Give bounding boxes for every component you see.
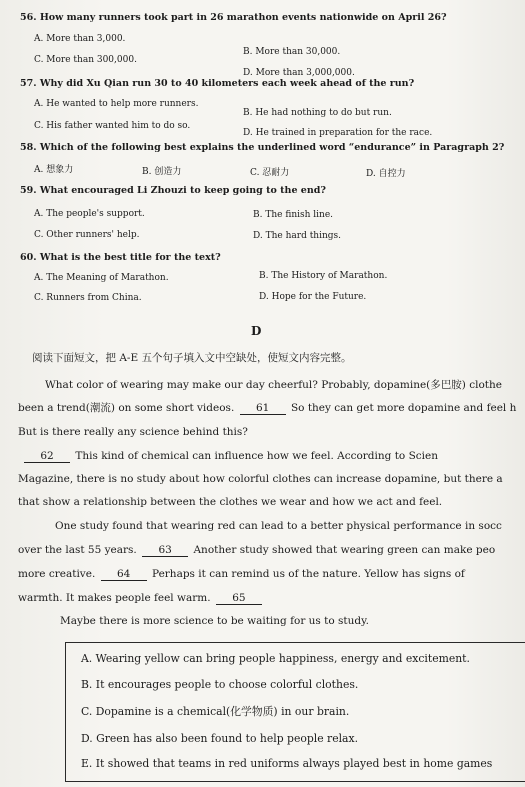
question-57-option-d: D. He trained in preparation for the race. [243, 128, 433, 138]
passage-line: Maybe there is more science to be waiting for us to study. [60, 615, 370, 627]
question-58-option-d: D. 自控力 [366, 169, 406, 179]
passage-line [18, 569, 465, 581]
question-60-option-c: C. Runners from China. [34, 293, 142, 303]
question-60-option-b: B. The History of Marathon. [259, 271, 388, 281]
blank-65[interactable]: 65 [216, 593, 262, 605]
question-58-option-c: C. 忍耐力 [250, 168, 290, 178]
question-59-option-a: A. The people's support. [34, 209, 145, 219]
question-57-option-a: A. He wanted to help more runners. [34, 99, 199, 109]
question-56-option-c: C. More than 300,000. [34, 55, 137, 65]
question-60-option-d: D. Hope for the Future. [259, 292, 367, 302]
question-59-option-b: B. The finish line. [253, 210, 334, 220]
passage-line: But is there really any science behind this? [18, 426, 248, 438]
question-60-option-a: A. The Meaning of Marathon. [34, 273, 169, 283]
question-56-option-d: D. More than 3,000,000. [243, 68, 355, 78]
choice-e: E. It showed that teams in red uniforms always played best in home games [81, 757, 493, 770]
question-56-option-b: B. More than 30,000. [243, 47, 341, 57]
choice-c: C. Dopamine is a chemical(化学物质) in our brain. [81, 705, 350, 718]
passage-line [18, 403, 516, 415]
choice-d: D. Green has also been found to help people relax. [81, 732, 358, 745]
question-59-option-c: C. Other runners' help. [34, 230, 140, 240]
section-d-title: D [251, 324, 262, 338]
question-59-stem: 59. What encouraged Li Zhouzi to keep going to the end? [20, 185, 326, 196]
passage-line: What color of wearing may make our day cheerful? Probably, dopamine(多巴胺) clothe [45, 379, 502, 391]
passage-line: that show a relationship between the clothes we wear and how we act and feel. [18, 496, 443, 508]
passage-text: So they can get more dopamine and feel h [290, 402, 517, 414]
passage-text: more creative. [18, 568, 96, 580]
question-59-option-d: D. The hard things. [253, 231, 342, 241]
question-56-stem: 56. How many runners took part in 26 marathon events nationwide on April 26? [20, 12, 447, 23]
question-58-option-b: B. 创造力 [142, 167, 182, 177]
blank-61[interactable]: 61 [240, 403, 286, 415]
passage-text: This kind of chemical can influence how we feel. According to Scien [75, 450, 438, 462]
question-57-stem: 57. Why did Xu Qian run 30 to 40 kilometers each week ahead of the run? [20, 78, 415, 89]
question-57-option-b: B. He had nothing to do but run. [243, 108, 392, 118]
section-d-instruction: 阅读下面短文，把 A-E 五个句子填入文中空缺处，使短文内容完整。 [32, 352, 352, 364]
passage-text: been a trend(潮流) on some short videos. [18, 402, 235, 414]
passage-text: warmth. It makes people feel warm. [18, 592, 211, 604]
blank-64[interactable]: 64 [101, 569, 147, 581]
passage-line [18, 545, 495, 557]
passage-line: One study found that wearing red can lead to a better physical performance in socc [55, 520, 502, 532]
question-58-option-a: A. 想象力 [34, 165, 74, 175]
passage-text: over the last 55 years. [18, 544, 137, 556]
passage-text: Another study showed that wearing green can make peo [193, 544, 496, 556]
passage-line: Magazine, there is no study about how colorful clothes can increase dopamine, but there a [18, 473, 503, 485]
question-60-stem: 60. What is the best title for the text? [20, 252, 221, 263]
choice-b: B. It encourages people to choose colorful clothes. [81, 678, 359, 691]
passage-line [22, 451, 438, 463]
question-58-stem: 58. Which of the following best explains the underlined word “endurance” in Paragraph 2? [20, 142, 505, 153]
blank-62[interactable]: 62 [24, 451, 70, 463]
choice-a: A. Wearing yellow can bring people happiness, energy and excitement. [81, 652, 470, 665]
passage-text: Perhaps it can remind us of the nature. Yellow has signs of [151, 568, 465, 580]
passage-line [18, 593, 264, 605]
question-57-option-c: C. His father wanted him to do so. [34, 121, 191, 131]
question-56-option-a: A. More than 3,000. [34, 34, 126, 44]
blank-63[interactable]: 63 [142, 545, 188, 557]
